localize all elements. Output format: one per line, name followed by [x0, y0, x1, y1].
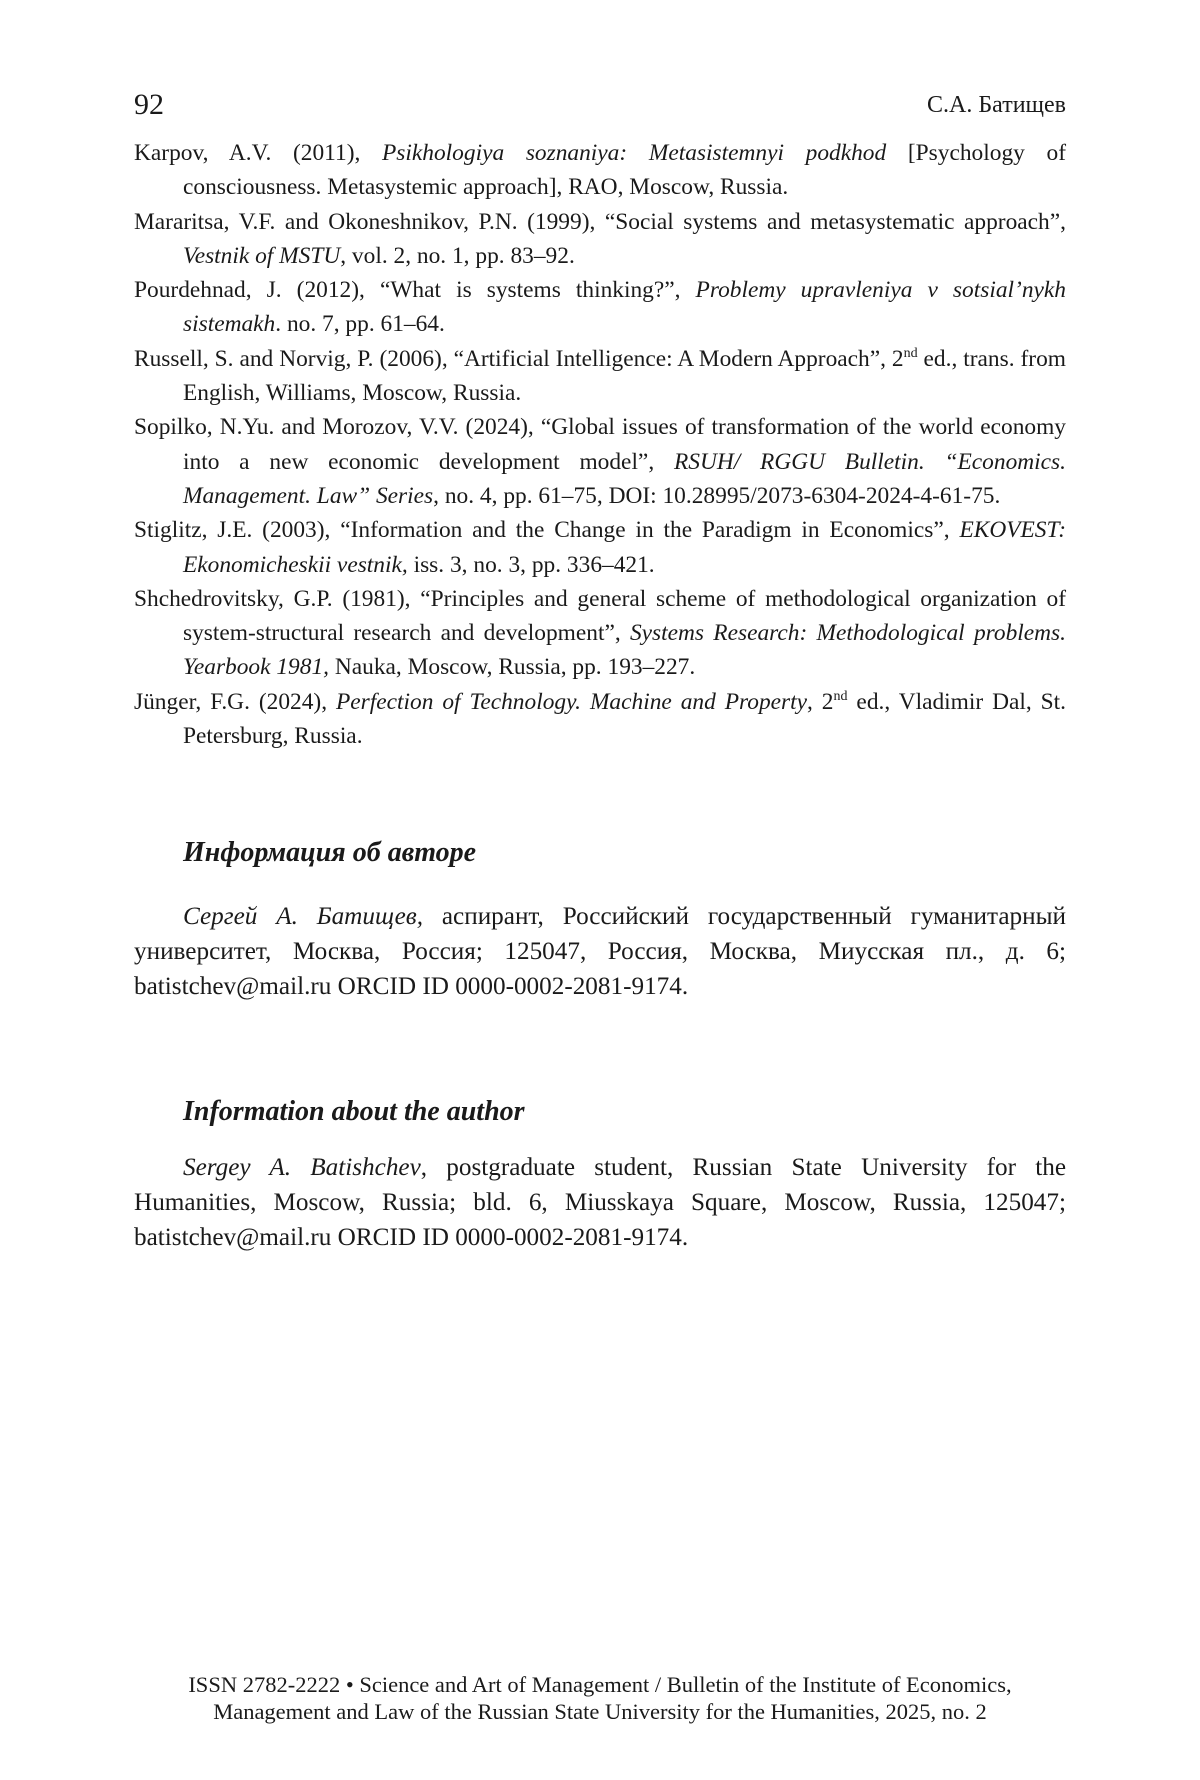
author-info-en: Sergey A. Batishchev, postgraduate student, Russian State University for the Humanities, Moscow, Russia; bld. 6, Miusskaya Square, Moscow, Russia, 125047; batistchev@mail.ru ORCID ID 0000-0002-2081-9174.: [134, 1154, 1066, 1252]
author-name: Сергей А. Батищев,: [183, 903, 424, 931]
reference-item: Pourdehnad, J. (2012), “What is systems thinking?”, Problemy upravleniya v sotsial’nykh sistemakh. no. 7, pp. 61–64.: [134, 277, 1066, 338]
page-number: 92: [134, 88, 164, 121]
reference-title: EKOVEST: Ekonomicheskii vestnik,: [183, 517, 1066, 578]
reference-title: Systems Research: Methodological problems. Yearbook 1981,: [183, 620, 1066, 681]
journal-footer: [134, 1671, 1066, 1725]
reference-item: Sopilko, N.Yu. and Morozov, V.V. (2024), “Global issues of transformation of the world economy into a new economic development model”, RSUH/ RGGU Bulletin. “Economics. Management. Law” Series, no. 4, pp. 61–75, DOI: 10.28995/2073-6304-2024-4-61-75.: [134, 414, 1066, 509]
reference-item: Stiglitz, J.E. (2003), “Information and the Change in the Paradigm in Economics”, EKOVEST: Ekonomicheskii vestnik, iss. 3, no. 3, pp. 336–421.: [134, 517, 1066, 578]
reference-title: RSUH/ RGGU Bulletin. “Economics. Management. Law” Series: [183, 448, 1066, 509]
reference-item: Jünger, F.G. (2024), Perfection of Technology. Machine and Property, 2nd ed., Vladimir Dal, St. Petersburg, Russia.: [134, 688, 1067, 750]
reference-title: Vestnik of MSTU: [183, 242, 341, 269]
reference-list: [134, 136, 1066, 753]
ordinal-suffix: nd: [833, 688, 848, 704]
author-name: Sergey A. Batishchev: [183, 1154, 421, 1182]
reference-item: Mararitsa, V.F. and Okoneshnikov, P.N. (1999), “Social systems and metasystematic approach”, Vestnik of MSTU, vol. 2, no. 1, pp. 83–92.: [134, 208, 1066, 269]
author-info-heading-ru: Информация об авторе: [183, 837, 477, 869]
reference-title: Psikhologiya soznaniya: Metasistemnyi podkhod: [382, 140, 887, 166]
reference-title: Perfection of Technology. Machine and Property: [336, 688, 808, 715]
reference-title: Problemy upravleniya v sotsial’nykh sistemakh: [183, 277, 1066, 338]
footer-line: Management and Law of the Russian State University for the Humanities, 2025, no. 2: [213, 1699, 987, 1724]
reference-item: Russell, S. and Norvig, P. (2006), “Artificial Intelligence: A Modern Approach”, 2nd ed., trans. from English, Williams, Moscow, Russia.: [134, 345, 1066, 407]
page-content: [134, 88, 1066, 1255]
running-head: [134, 88, 1066, 128]
running-author: С.А. Батищев: [927, 92, 1066, 118]
reference-item: Shchedrovitsky, G.P. (1981), “Principles and general scheme of methodological organization of system-structural research and development”, Systems Research: Methodological problems. Yearbook 1981, Nauka, Moscow, Russia, pp. 193–227.: [134, 585, 1066, 681]
footer-line: ISSN 2782-2222 • Science and Art of Management / Bulletin of the Institute of Economics,: [188, 1672, 1012, 1697]
reference-item: Karpov, A.V. (2011), Psikhologiya soznaniya: Metasistemnyi podkhod [Psychology of consciousness. Metasystemic approach], RAO, Moscow, Russia.: [134, 140, 1066, 201]
ordinal-suffix: nd: [903, 345, 918, 361]
author-info-ru: Сергей А. Батищев, аспирант, Российский государственный гуманитарный университет, Москва, Россия; 125047, Россия, Москва, Миусская пл., д. 6; batistchev@mail.ru ORCID ID 0000-0002-2081-9174.: [134, 903, 1066, 1001]
author-info-heading-en: Information about the author: [183, 1096, 525, 1128]
